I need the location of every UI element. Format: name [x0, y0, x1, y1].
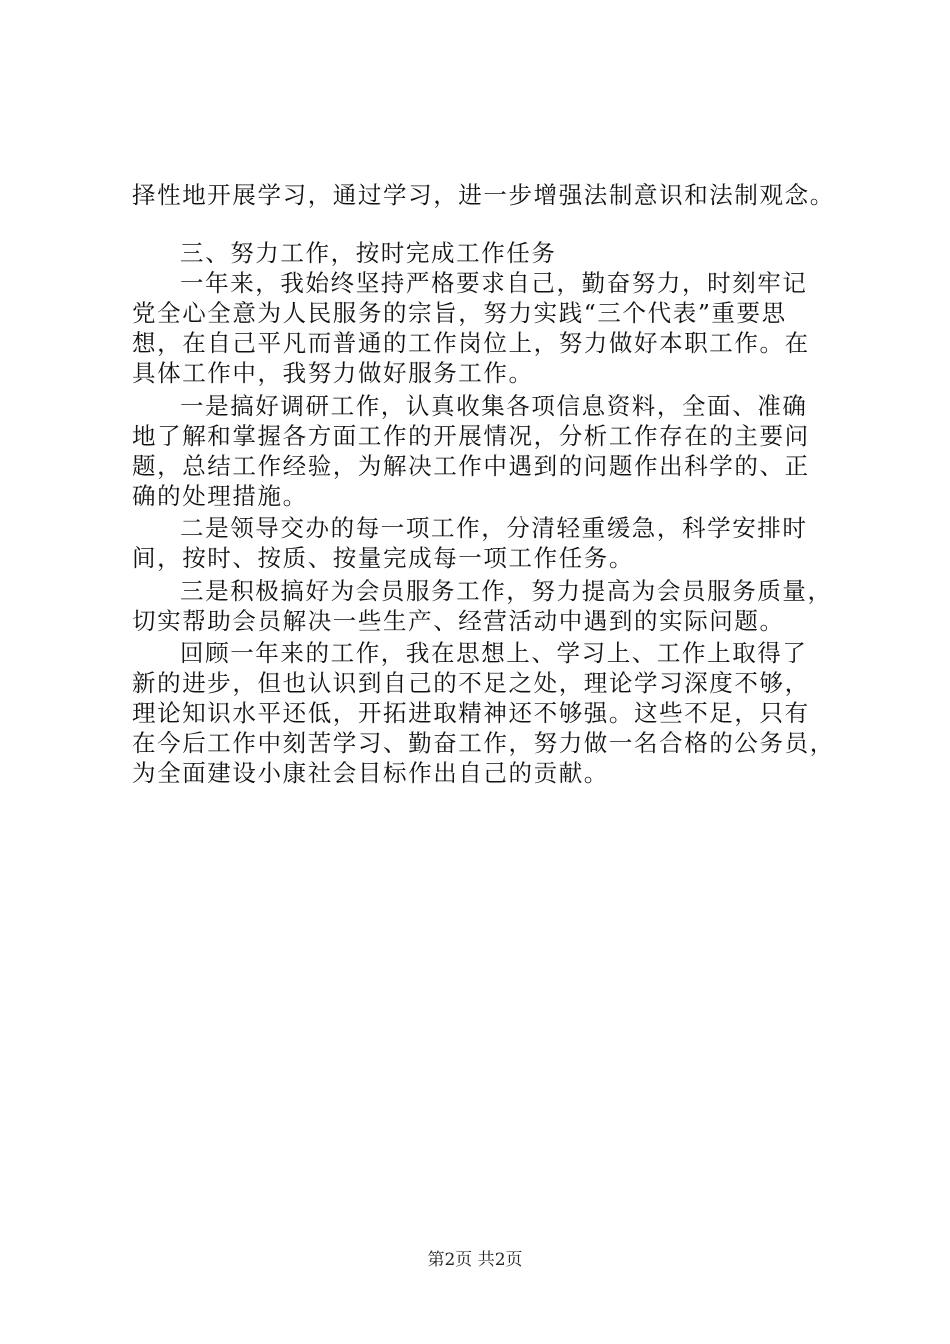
continuation-line: 择性地开展学习，通过学习，进一步增强法制意识和法制观念。	[132, 181, 835, 209]
paragraph-line: 为全面建设小康社会目标作出自己的贡献。	[132, 759, 609, 787]
paragraph-line: 地了解和掌握各方面工作的开展情况，分析工作存在的主要问	[132, 422, 810, 450]
paragraph-line: 二是领导交办的每一项工作，分清轻重缓急，科学安排时	[180, 514, 808, 542]
paragraph-line: 一年来，我始终坚持严格要求自己，勤奋努力，时刻牢记	[180, 269, 808, 297]
paragraph-line: 确的处理措施。	[132, 482, 308, 510]
paragraph-line: 间，按时、按质、按量完成每一项工作任务。	[132, 544, 634, 572]
paragraph-line: 在今后工作中刻苦学习、勤奋工作，努力做一名合格的公务员，	[132, 729, 835, 757]
paragraph-line: 想，在自己平凡而普通的工作岗位上，努力做好本职工作。在	[132, 329, 810, 357]
paragraph-line: 理论知识水平还低，开拓进取精神还不够强。这些不足，只有	[132, 699, 810, 727]
paragraph-line: 题，总结工作经验，为解决工作中遇到的问题作出科学的、正	[132, 452, 810, 480]
section-heading: 三、努力工作，按时完成工作任务	[180, 239, 557, 267]
paragraph-line: 回顾一年来的工作，我在思想上、学习上、工作上取得了	[180, 639, 808, 667]
page-number-footer: 第2页 共2页	[427, 1250, 523, 1270]
paragraph-line: 一是搞好调研工作，认真收集各项信息资料，全面、准确	[180, 392, 808, 420]
paragraph-line: 党全心全意为人民服务的宗旨，努力实践“三个代表”重要思	[132, 299, 787, 327]
paragraph-line: 新的进步，但也认识到自己的不足之处，理论学习深度不够，	[132, 669, 810, 697]
paragraph-line: 具体工作中，我努力做好服务工作。	[132, 359, 534, 387]
paragraph-line: 三是积极搞好为会员服务工作，努力提高为会员服务质量，	[180, 577, 833, 605]
paragraph-line: 切实帮助会员解决一些生产、经营活动中遇到的实际问题。	[132, 607, 785, 635]
